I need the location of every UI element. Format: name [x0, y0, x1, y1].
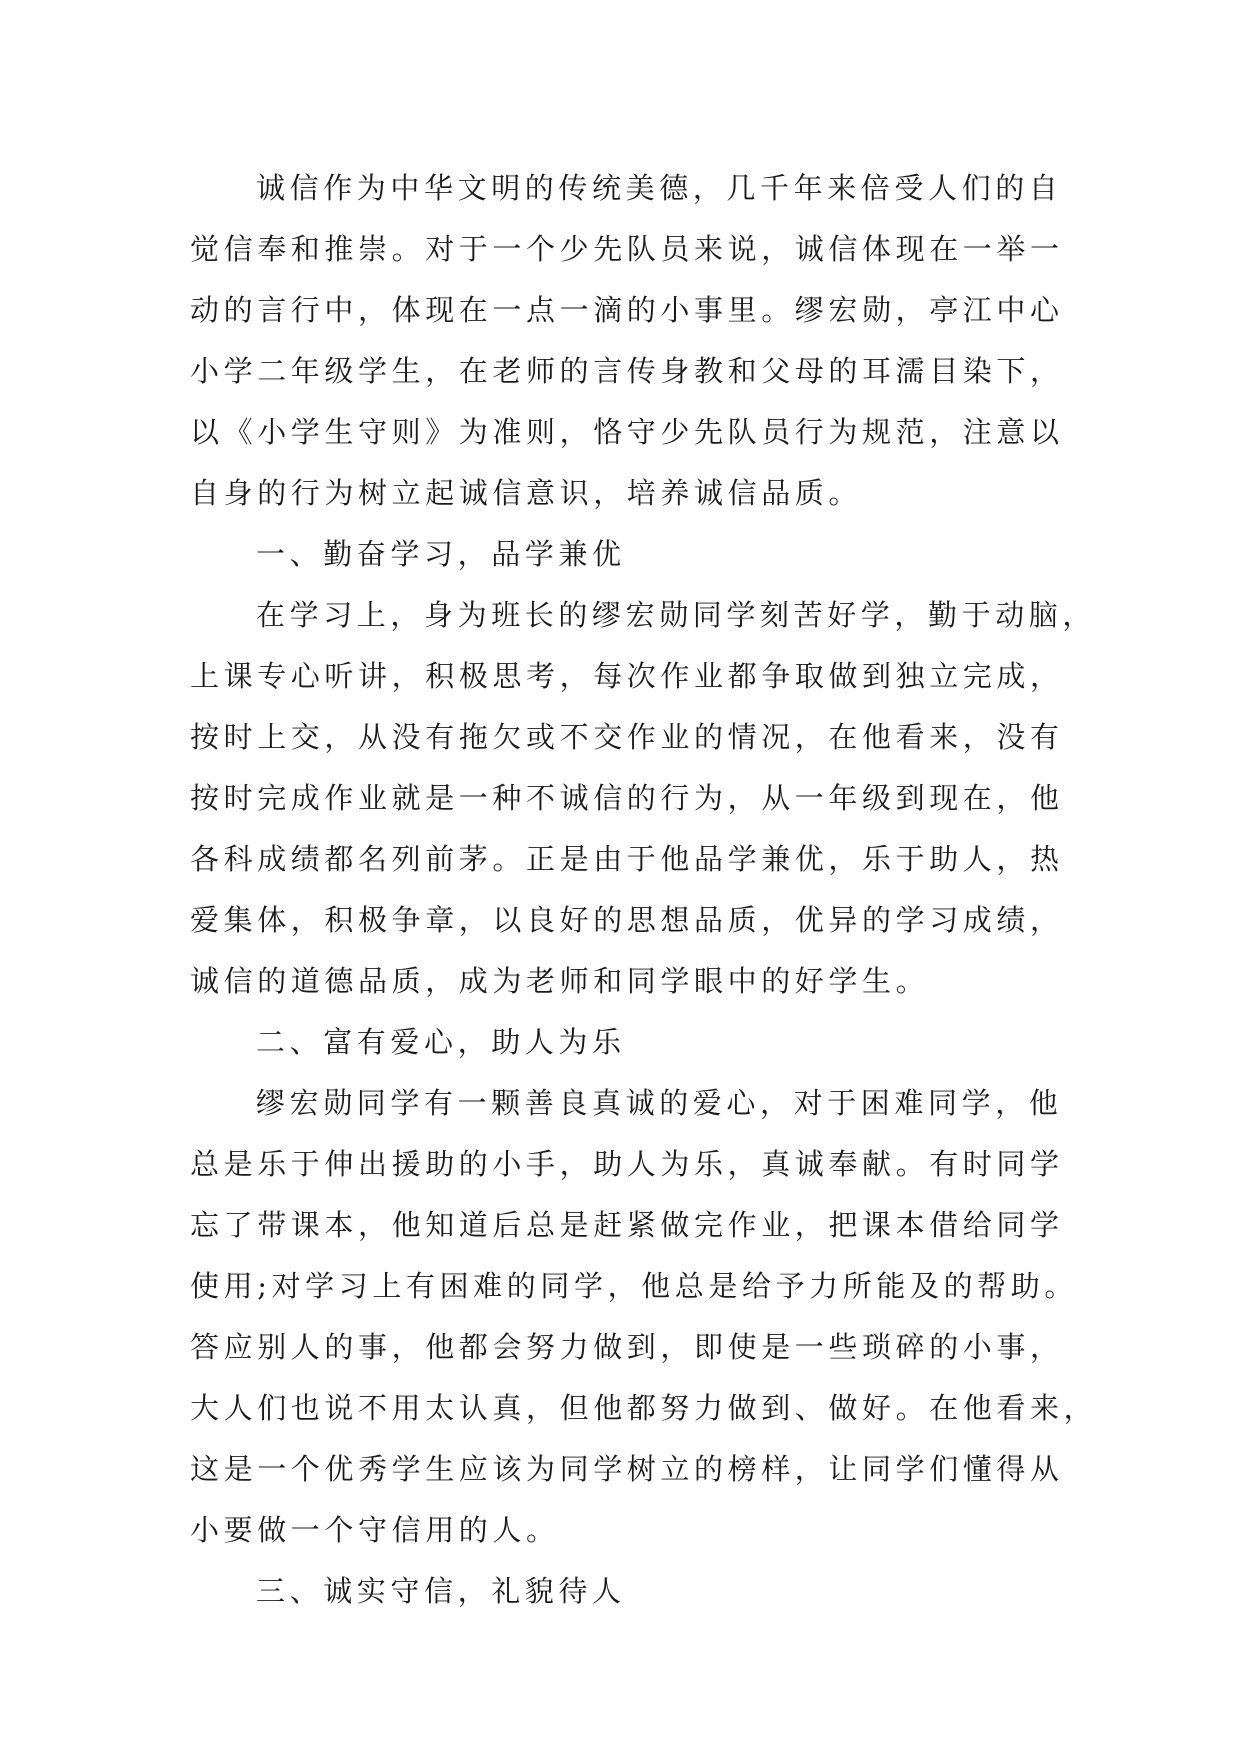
text-line: 自身的行为树立起诚信意识，培养诚信品质。	[190, 476, 863, 510]
text-line: 以《小学生守则》为准则，恪守少先队员行为规范，注意以	[190, 415, 1064, 449]
text-line: 诚信的道德品质，成为老师和同学眼中的好学生。	[190, 964, 930, 998]
text-line: 动的言行中，体现在一点一滴的小事里。缪宏勋，亭江中心	[190, 293, 1064, 327]
section-heading: 二、富有爱心，助人为乐	[256, 1025, 626, 1059]
text-line: 爱集体，积极争章，以良好的思想品质，优异的学习成绩，	[190, 903, 1064, 937]
text-line: 忘了带课本，他知道后总是赶紧做完作业，把课本借给同学	[190, 1208, 1064, 1242]
text-line: 小要做一个守信用的人。	[190, 1513, 560, 1547]
text-line: 按时上交，从没有拖欠或不交作业的情况，在他看来，没有	[190, 720, 1064, 754]
text-line: 使用;对学习上有困难的同学，他总是给予力所能及的帮助。	[190, 1269, 1078, 1303]
text-line: 缪宏勋同学有一颗善良真诚的爱心，对于困难同学，他	[256, 1086, 1063, 1120]
text-line: 诚信作为中华文明的传统美德，几千年来倍受人们的自	[256, 171, 1063, 205]
section-heading: 三、诚实守信，礼貌待人	[256, 1574, 626, 1608]
section-heading: 一、勤奋学习，品学兼优	[256, 537, 626, 571]
text-line: 总是乐于伸出援助的小手，助人为乐，真诚奉献。有时同学	[190, 1147, 1064, 1181]
text-line: 小学二年级学生，在老师的言传身教和父母的耳濡目染下，	[190, 354, 1064, 388]
text-line: 按时完成作业就是一种不诚信的行为，从一年级到现在，他	[190, 781, 1064, 815]
text-line: 这是一个优秀学生应该为同学树立的榜样，让同学们懂得从	[190, 1452, 1064, 1486]
document-body	[190, 158, 1098, 1622]
text-line: 上课专心听讲，积极思考，每次作业都争取做到独立完成，	[190, 659, 1064, 693]
text-line: 觉信奉和推崇。对于一个少先队员来说，诚信体现在一举一	[190, 232, 1064, 266]
text-line: 大人们也说不用太认真，但他都努力做到、做好。在他看来，	[190, 1391, 1098, 1425]
text-line: 各科成绩都名列前茅。正是由于他品学兼优，乐于助人，热	[190, 842, 1064, 876]
text-line: 答应别人的事，他都会努力做到，即使是一些琐碎的小事，	[190, 1330, 1064, 1364]
text-line: 在学习上，身为班长的缪宏勋同学刻苦好学，勤于动脑，	[256, 598, 1097, 632]
